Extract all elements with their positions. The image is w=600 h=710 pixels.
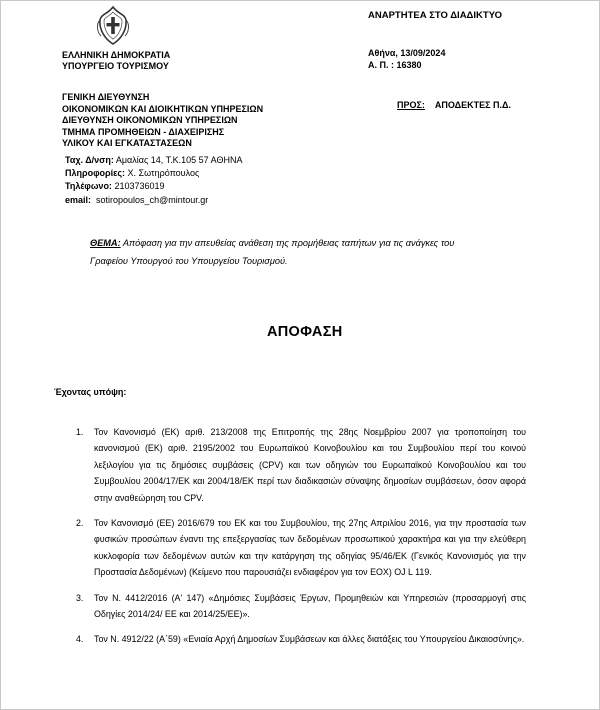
considering-heading: Έχοντας υπόψη: bbox=[54, 387, 127, 397]
phone-label: Τηλέφωνο: bbox=[65, 181, 112, 191]
subject-text-line1: Απόφαση για την απευθείας ανάθεση της προμήθειας ταπήτων για τις ανάγκες του bbox=[122, 238, 455, 248]
subject bbox=[90, 234, 530, 270]
recipients-label: ΠΡΟΣ: bbox=[397, 100, 425, 110]
unit-line: ΟΙΚΟΝΟΜΙΚΩΝ ΚΑΙ ΔΙΟΙΚΗΤΙΚΩΝ ΥΠΗΡΕΣΙΩΝ bbox=[62, 103, 264, 114]
recipients bbox=[397, 100, 511, 110]
address-label: Ταχ. Δ/νση: bbox=[65, 155, 114, 165]
list-item bbox=[76, 515, 526, 581]
phone-value: 2103736019 bbox=[114, 181, 165, 191]
email-value[interactable]: sotiropoulos_ch@mintour.gr bbox=[96, 195, 209, 205]
list-item-text: Τον Κανονισμό (ΕΕ) 2016/679 του ΕΚ και του Συμβουλίου, της 27ης Απριλίου 2016, για την προστασία των φυσικών προσώπων έναντι της επεξεργασίας των δεδομένων προσωπικού χαρακτήρα και για την ελεύθερη κυκλοφορία των δεδομένων αυτών και την κατάργηση της οδηγίας 95/46/ΕΚ (Γενικός Κανονισμός για την Προστασία Δεδομένων) (Κείμενο που παρουσιάζει ενδιαφέρον για τον ΕΟΧ) OJ L 119. bbox=[94, 518, 526, 578]
country-name: ΕΛΛΗΝΙΚΗ ΔΗΜΟΚΡΑΤΙΑ bbox=[62, 50, 171, 60]
email-label: email: bbox=[65, 195, 92, 205]
list-item-number: 3. bbox=[76, 592, 84, 603]
info-label: Πληροφορίες: bbox=[65, 168, 126, 178]
address-value: Αμαλίας 14, Τ.Κ.105 57 ΑΘΗΝΑ bbox=[115, 155, 243, 165]
info-value: Χ. Σωτηρόπουλος bbox=[127, 168, 200, 178]
greek-emblem-icon bbox=[96, 6, 130, 46]
unit-line: ΥΛΙΚΟΥ ΚΑΙ ΕΓΚΑΤΑΣΤΑΣΕΩΝ bbox=[62, 138, 192, 148]
subject-text-line2: Γραφείου Υπουργού του Υπουργείου Τουρισμού. bbox=[90, 256, 288, 266]
unit-line: ΓΕΝΙΚΗ ΔΙΕΥΘΥΝΣΗ bbox=[62, 92, 150, 102]
contact-block bbox=[65, 154, 243, 207]
protocol-number: Α. Π. : 16380 bbox=[368, 60, 422, 70]
list-item-number: 2. bbox=[76, 518, 84, 529]
list-item-number: 4. bbox=[76, 634, 84, 645]
list-item-text: Τον Ν. 4912/22 (Α΄59) «Ενιαία Αρχή Δημοσίων Συμβάσεων και άλλες διατάξεις του Υπουργείου Δικαιοσύνης». bbox=[94, 634, 525, 645]
decision-title: ΑΠΟΦΑΣΗ bbox=[267, 324, 343, 340]
list-item-text: Τον Κανονισμό (ΕΚ) αριθ. 213/2008 της Επιτροπής της 28ης Νοεμβρίου 2007 για τροποποίηση του κανονισμού (ΕΚ) αριθ. 2195/2002 του Ευρωπαϊκού Κοινοβουλίου και του Συμβουλίου περί του κοινού λεξιλογίου για τις δημόσιες συμβάσεις (CPV) και των οδηγιών του Ευρωπαϊκού Κοινοβουλίου και του Συμβουλίου 2004/17/ΕΚ και 2004/18/ΕΚ περί των διαδικασιών σύναψης δημοσίων συμβάσεων, όσον αφορά στην αναθεώρηση του CPV. bbox=[94, 427, 526, 503]
issuing-unit bbox=[62, 92, 263, 150]
list-item bbox=[76, 424, 526, 506]
list-item bbox=[76, 631, 526, 647]
list-item bbox=[76, 590, 526, 623]
document-date: Αθήνα, 13/09/2024 bbox=[368, 48, 446, 58]
recipients-value: ΑΠΟΔΕΚΤΕΣ Π.Δ. bbox=[434, 100, 512, 110]
subject-label: ΘΕΜΑ: bbox=[90, 238, 121, 248]
unit-line: ΤΜΗΜΑ ΠΡΟΜΗΘΕΙΩΝ - ΔΙΑΧΕΙΡΙΣΗΣ bbox=[62, 126, 225, 137]
unit-line: ΔΙΕΥΘΥΝΣΗ ΟΙΚΟΝΟΜΙΚΩΝ ΥΠΗΡΕΣΙΩΝ bbox=[62, 115, 238, 125]
list-item-text: Τον Ν. 4412/2016 (Α' 147) «Δημόσιες Συμβάσεις Έργων, Προμηθειών και Υπηρεσιών (προσαρμογή στις Οδηγίες 2014/24/ ΕΕ και 2014/25/ΕΕ)». bbox=[94, 592, 526, 620]
posted-online-notice: ΑΝΑΡΤΗΤΕΑ ΣΤΟ ΔΙΑΔΙΚΤΥΟ bbox=[368, 10, 503, 21]
list-item-number: 1. bbox=[76, 427, 84, 437]
ministry-name: ΥΠΟΥΡΓΕΙΟ ΤΟΥΡΙΣΜΟΥ bbox=[62, 61, 169, 71]
considerations-list bbox=[76, 424, 526, 657]
